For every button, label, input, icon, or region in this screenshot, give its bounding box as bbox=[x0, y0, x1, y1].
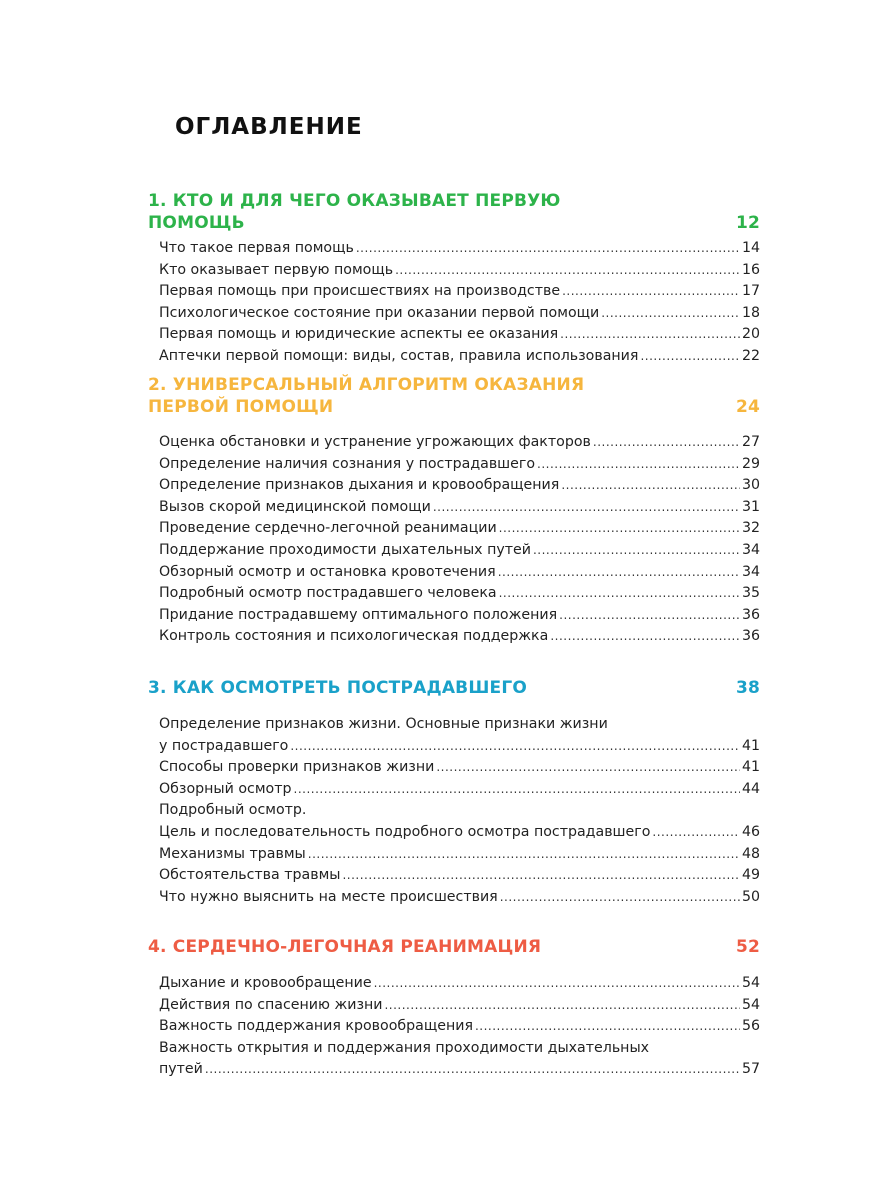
entry-label: Оценка обстановки и устранение угрожающих факторов bbox=[159, 434, 591, 450]
dot-leader bbox=[374, 973, 740, 995]
section-page-number: 24 bbox=[735, 397, 760, 417]
entry-page-number: 36 bbox=[741, 628, 760, 645]
entry-page-number: 46 bbox=[741, 823, 760, 840]
entry-page-number: 57 bbox=[741, 1061, 760, 1078]
entry-page-number: 44 bbox=[741, 780, 760, 797]
entry-page-number: 54 bbox=[741, 975, 760, 991]
dot-leader bbox=[652, 822, 740, 844]
entry-page-number: 48 bbox=[741, 845, 760, 862]
dot-leader bbox=[308, 844, 740, 866]
toc-entry[interactable] bbox=[159, 324, 760, 346]
toc-entry[interactable] bbox=[159, 540, 760, 562]
entry-label: Определение признаков дыхания и кровообращения bbox=[159, 477, 560, 494]
toc-entry[interactable] bbox=[159, 583, 760, 605]
entry-page-number: 29 bbox=[741, 455, 760, 472]
toc-entry[interactable] bbox=[159, 605, 760, 627]
dot-leader bbox=[356, 238, 740, 260]
entry-page-number: 18 bbox=[741, 304, 760, 321]
section-entries bbox=[159, 973, 760, 1081]
toc-entry[interactable] bbox=[159, 995, 760, 1017]
toc-entry-multiline[interactable] bbox=[159, 800, 760, 843]
dot-leader bbox=[475, 1016, 740, 1038]
entry-label: Дыхание и кровообращение bbox=[159, 975, 372, 991]
dot-leader bbox=[395, 260, 740, 282]
entry-page-number: 35 bbox=[741, 585, 760, 602]
section-entries bbox=[159, 238, 760, 368]
toc-section-3 bbox=[148, 677, 760, 908]
dot-leader bbox=[500, 887, 740, 909]
dot-leader bbox=[290, 736, 740, 758]
entry-page-number: 41 bbox=[741, 737, 760, 754]
section-page-number: 12 bbox=[735, 213, 760, 233]
section-heading[interactable] bbox=[148, 374, 760, 418]
toc-entry[interactable] bbox=[159, 238, 760, 260]
section-entries bbox=[159, 714, 760, 908]
entry-label: Способы проверки признаков жизни bbox=[159, 759, 435, 776]
toc-entry[interactable] bbox=[159, 518, 760, 540]
section-heading[interactable] bbox=[148, 190, 760, 234]
toc-entry[interactable] bbox=[159, 865, 760, 887]
entry-page-number: 17 bbox=[741, 283, 760, 300]
entry-label-line-1: Подробный осмотр. bbox=[159, 802, 307, 819]
toc-entry[interactable] bbox=[159, 497, 760, 519]
dot-leader bbox=[205, 1059, 740, 1081]
entry-page-number: 36 bbox=[741, 606, 760, 623]
entry-label: Придание пострадавшему оптимального положения bbox=[159, 606, 558, 623]
dot-leader bbox=[433, 497, 740, 519]
toc-entry[interactable] bbox=[159, 432, 760, 454]
entry-label: Психологическое состояние при оказании первой помощи bbox=[159, 304, 600, 321]
entry-label-line-1: Важность открытия и поддержания проходимости дыхательных bbox=[159, 1039, 650, 1056]
entry-label: Первая помощь и юридические аспекты ее оказания bbox=[159, 326, 559, 343]
page-title: ОГЛАВЛЕНИЕ bbox=[175, 114, 363, 140]
dot-leader bbox=[342, 865, 739, 887]
toc-entry[interactable] bbox=[159, 281, 760, 303]
entry-page-number: 31 bbox=[741, 498, 760, 515]
dot-leader bbox=[498, 562, 740, 584]
section-page-number: 52 bbox=[735, 937, 760, 957]
toc-entry[interactable] bbox=[159, 887, 760, 909]
dot-leader bbox=[533, 540, 740, 562]
section-title: 3. КАК ОСМОТРЕТЬ ПОСТРАДАВШЕГО bbox=[148, 678, 528, 698]
toc-entry[interactable] bbox=[159, 260, 760, 282]
entry-label: Действия по спасению жизни bbox=[159, 996, 383, 1013]
entry-label: Определение наличия сознания у пострадавшего bbox=[159, 455, 536, 472]
toc-entry-multiline[interactable] bbox=[159, 714, 760, 757]
section-title-line-1: 2. УНИВЕРСАЛЬНЫЙ АЛГОРИТМ ОКАЗАНИЯ bbox=[148, 375, 585, 395]
entry-label: Цель и последовательность подробного осмотра пострадавшего bbox=[159, 823, 651, 840]
dot-leader bbox=[537, 454, 740, 476]
toc-entry[interactable] bbox=[159, 844, 760, 866]
entry-page-number: 54 bbox=[741, 996, 760, 1013]
entry-page-number: 22 bbox=[741, 347, 760, 364]
section-title: 4. СЕРДЕЧНО-ЛЕГОЧНАЯ РЕАНИМАЦИЯ bbox=[148, 937, 542, 957]
entry-page-number: 50 bbox=[741, 888, 760, 905]
dot-leader bbox=[559, 605, 740, 627]
section-heading[interactable] bbox=[148, 677, 760, 699]
entry-label: Кто оказывает первую помощь bbox=[159, 261, 394, 278]
dot-leader bbox=[593, 432, 740, 454]
entry-label: путей bbox=[159, 1061, 203, 1078]
dot-leader bbox=[561, 475, 740, 497]
toc-entry[interactable] bbox=[159, 303, 760, 325]
entry-label: Обстоятельства травмы bbox=[159, 867, 341, 884]
entry-label: Обзорный осмотр и остановка кровотечения bbox=[159, 563, 496, 580]
entry-page-number: 20 bbox=[741, 326, 760, 343]
entry-label: у пострадавшего bbox=[159, 737, 289, 754]
dot-leader bbox=[562, 281, 740, 303]
entry-page-number: 32 bbox=[741, 520, 760, 537]
toc-section-4 bbox=[148, 936, 760, 1081]
section-title: 1. КТО И ДЛЯ ЧЕГО ОКАЗЫВАЕТ ПЕРВУЮ ПОМОЩЬ bbox=[148, 191, 561, 233]
dot-leader bbox=[640, 346, 740, 368]
toc-entry[interactable] bbox=[159, 779, 760, 801]
entry-label: Аптечки первой помощи: виды, состав, правила использования bbox=[159, 347, 639, 364]
entry-page-number: 49 bbox=[741, 867, 760, 884]
entry-label: Контроль состояния и психологическая поддержка bbox=[159, 628, 549, 645]
dot-leader bbox=[560, 324, 740, 346]
section-page-number: 38 bbox=[735, 678, 760, 698]
entry-label: Подробный осмотр пострадавшего человека bbox=[159, 585, 497, 602]
dot-leader bbox=[499, 583, 740, 605]
toc-entry[interactable] bbox=[159, 562, 760, 584]
toc-entry[interactable] bbox=[159, 1016, 760, 1038]
entry-label-line-1: Определение признаков жизни. Основные признаки жизни bbox=[159, 716, 608, 732]
toc-entry[interactable] bbox=[159, 973, 760, 995]
dot-leader bbox=[550, 626, 740, 648]
entry-page-number: 34 bbox=[741, 541, 760, 558]
dot-leader bbox=[436, 757, 740, 779]
entry-label: Проведение сердечно-легочной реанимации bbox=[159, 520, 497, 537]
toc-section-1 bbox=[148, 190, 760, 368]
toc-entry[interactable] bbox=[159, 454, 760, 476]
entry-page-number: 34 bbox=[741, 563, 760, 580]
section-title-line-2: ПЕРВОЙ ПОМОЩИ bbox=[148, 397, 334, 417]
entry-label: Вызов скорой медицинской помощи bbox=[159, 498, 431, 515]
entry-page-number: 27 bbox=[741, 434, 760, 450]
toc-entry[interactable] bbox=[159, 346, 760, 368]
section-entries bbox=[159, 432, 760, 648]
dot-leader bbox=[499, 518, 740, 540]
dot-leader bbox=[384, 995, 739, 1017]
entry-label: Что такое первая помощь bbox=[159, 240, 354, 256]
entry-page-number: 56 bbox=[741, 1018, 760, 1035]
toc-section-2 bbox=[148, 374, 760, 648]
dot-leader bbox=[601, 303, 740, 325]
toc-entry[interactable] bbox=[159, 626, 760, 648]
entry-label: Механизмы травмы bbox=[159, 845, 306, 862]
dot-leader bbox=[294, 779, 740, 801]
toc-entry-multiline[interactable] bbox=[159, 1038, 760, 1081]
entry-page-number: 16 bbox=[741, 261, 760, 278]
entry-label: Важность поддержания кровообращения bbox=[159, 1018, 473, 1035]
entry-page-number: 30 bbox=[741, 477, 760, 494]
toc-entry[interactable] bbox=[159, 475, 760, 497]
toc-entry[interactable] bbox=[159, 757, 760, 779]
entry-page-number: 14 bbox=[741, 240, 760, 256]
entry-label: Что нужно выяснить на месте происшествия bbox=[159, 888, 498, 905]
entry-page-number: 41 bbox=[741, 759, 760, 776]
entry-label: Поддержание проходимости дыхательных путей bbox=[159, 541, 531, 558]
entry-label: Первая помощь при происшествиях на производстве bbox=[159, 283, 561, 300]
section-heading[interactable] bbox=[148, 936, 760, 958]
entry-label: Обзорный осмотр bbox=[159, 780, 292, 797]
